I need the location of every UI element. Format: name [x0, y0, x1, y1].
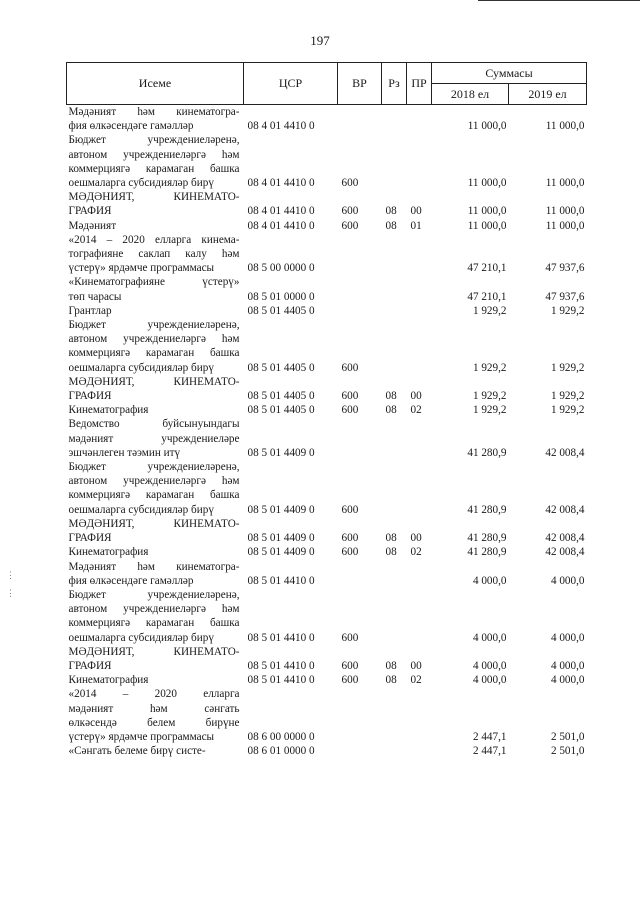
- row-name-line: эшчәнлеген тәэмин итү: [68, 446, 181, 459]
- row-2019: 4 000,0: [550, 631, 585, 644]
- row-vr: 600: [341, 205, 359, 218]
- table-body: [67, 105, 587, 759]
- row-name: [67, 588, 244, 645]
- row-name-line: фия өлкәсендәге гамәлләр: [68, 574, 194, 587]
- row-name: [67, 517, 244, 545]
- row-2019: 42 008,4: [545, 446, 585, 459]
- row-2018: 41 280,9: [467, 532, 507, 545]
- header-rz: Рз: [382, 63, 407, 105]
- row-rz: 08: [385, 219, 397, 232]
- row-vr: 600: [341, 404, 359, 417]
- row-name-line: Мәдәният һәм кинематогра-: [68, 560, 240, 573]
- row-csr: 08 5 01 4409 0: [247, 546, 315, 559]
- table-row: [67, 417, 587, 460]
- row-2018: 1 929,2: [472, 361, 507, 374]
- row-pr: 02: [410, 546, 422, 559]
- row-rz: 08: [385, 390, 397, 403]
- row-pr: [407, 233, 432, 276]
- row-name: [67, 318, 244, 375]
- row-csr: 08 5 01 4405 0: [247, 361, 315, 374]
- row-2019: 11 000,0: [545, 219, 585, 232]
- row-2019: 1 929,2: [550, 390, 585, 403]
- row-rz: 08: [385, 546, 397, 559]
- row-name-line: Ведомство буйсынуындагы: [68, 418, 240, 431]
- row-name-line: автоном учреждениеләргә һәм: [68, 475, 240, 488]
- row-vr: [338, 687, 382, 744]
- row-name-line: ГРАФИЯ: [68, 659, 112, 672]
- row-name-line: оешмаларга субсидияләр бирү: [68, 631, 214, 644]
- table-row: [67, 517, 587, 545]
- row-2019: 1 929,2: [550, 404, 585, 417]
- row-rz: [382, 744, 407, 758]
- row-2019: 11 000,0: [545, 205, 585, 218]
- row-rz: [382, 133, 407, 190]
- row-2019: 42 008,4: [545, 532, 585, 545]
- row-pr: 00: [410, 659, 422, 672]
- row-name-line: Мәдәният: [68, 219, 117, 232]
- row-name: [67, 560, 244, 588]
- header-2019: 2019 ел: [509, 84, 587, 105]
- row-2018: 4 000,0: [472, 674, 507, 687]
- row-name-line: Бюджет учреждениеләренә,: [68, 319, 240, 332]
- row-rz: [382, 304, 407, 318]
- row-name-line: «2014 – 2020 елларга: [68, 688, 240, 701]
- row-rz: 08: [385, 674, 397, 687]
- row-name: [67, 105, 244, 134]
- row-vr: [338, 275, 382, 303]
- row-2019: 11 000,0: [545, 177, 585, 190]
- row-csr: 08 5 01 0000 0: [247, 290, 315, 303]
- row-name: [67, 219, 244, 233]
- row-name-line: МӘДӘНИЯТ, КИНЕМАТО-: [68, 517, 240, 530]
- page-number: 197: [310, 33, 330, 48]
- row-rz: [382, 275, 407, 303]
- row-2019: 2 501,0: [550, 730, 585, 743]
- table-row: [67, 403, 587, 417]
- row-csr: 08 5 01 4409 0: [247, 446, 315, 459]
- row-name: [67, 545, 244, 559]
- row-name-line: ГРАФИЯ: [68, 390, 112, 403]
- row-name: [67, 133, 244, 190]
- table-row: [67, 105, 587, 134]
- row-rz: [382, 105, 407, 134]
- row-pr: [407, 687, 432, 744]
- row-name-line: Бюджет учреждениеләренә,: [68, 588, 240, 601]
- row-vr: 600: [341, 361, 359, 374]
- row-vr: [338, 233, 382, 276]
- row-name-line: Кинематография: [68, 546, 149, 559]
- row-2018: 11 000,0: [467, 219, 507, 232]
- row-name-line: фия өлкәсендәге гамәлләр: [68, 120, 194, 133]
- row-name-line: автоном учреждениеләргә һәм: [68, 148, 240, 161]
- row-2019: 1 929,2: [550, 304, 585, 317]
- row-name: [67, 645, 244, 673]
- table-row: [67, 687, 587, 744]
- table-row: [67, 645, 587, 673]
- row-2019: 4 000,0: [550, 659, 585, 672]
- table-row: [67, 304, 587, 318]
- table-row: [67, 560, 587, 588]
- row-2019: 4 000,0: [550, 674, 585, 687]
- row-pr: 00: [410, 205, 422, 218]
- row-rz: 08: [385, 659, 397, 672]
- row-vr: 600: [341, 631, 359, 644]
- row-2018: 11 000,0: [467, 120, 507, 133]
- row-2018: 1 929,2: [472, 304, 507, 317]
- table-row: [67, 233, 587, 276]
- row-vr: [338, 304, 382, 318]
- header-vr: ВР: [338, 63, 382, 105]
- row-csr: 08 5 01 4405 0: [247, 404, 315, 417]
- row-name: [67, 687, 244, 744]
- row-name: [67, 233, 244, 276]
- row-rz: [382, 687, 407, 744]
- table-row: [67, 375, 587, 403]
- row-vr: 600: [341, 390, 359, 403]
- row-name-line: автоном учреждениеләргә һәм: [68, 333, 240, 346]
- fold-mark: ⋮: [6, 588, 15, 598]
- row-2019: 47 937,6: [545, 262, 585, 275]
- row-name-line: оешмаларга субсидияләр бирү: [68, 177, 214, 190]
- row-pr: 02: [410, 674, 422, 687]
- row-csr: 08 5 01 4410 0: [247, 659, 315, 672]
- row-2019: 4 000,0: [550, 574, 585, 587]
- row-rz: 08: [385, 205, 397, 218]
- row-name-line: Кинематография: [68, 674, 149, 687]
- row-csr: 08 5 01 4410 0: [247, 674, 315, 687]
- row-pr: [407, 744, 432, 758]
- row-name-line: ГРАФИЯ: [68, 205, 112, 218]
- row-pr: [407, 417, 432, 460]
- row-2018: 41 280,9: [467, 446, 507, 459]
- row-name-line: МӘДӘНИЯТ, КИНЕМАТО-: [68, 375, 240, 388]
- row-pr: [407, 275, 432, 303]
- row-name-line: Бюджет учреждениеләренә,: [68, 461, 240, 474]
- row-2018: 11 000,0: [467, 177, 507, 190]
- row-vr: 600: [341, 674, 359, 687]
- row-name-line: «Сәнгать белеме бирү систе-: [68, 745, 206, 758]
- row-rz: [382, 588, 407, 645]
- row-name-line: ГРАФИЯ: [68, 532, 112, 545]
- row-2018: 2 447,1: [472, 745, 507, 758]
- row-pr: 00: [410, 532, 422, 545]
- row-name-line: коммерциягә карамаган башка: [68, 162, 240, 175]
- row-name: [67, 460, 244, 517]
- header-2018: 2018 ел: [432, 84, 509, 105]
- header-csr: ЦСР: [244, 63, 338, 105]
- row-2018: 1 929,2: [472, 390, 507, 403]
- row-csr: 08 5 00 0000 0: [247, 262, 315, 275]
- row-csr: 08 5 01 4410 0: [247, 631, 315, 644]
- table-row: [67, 673, 587, 687]
- row-2018: 41 280,9: [467, 546, 507, 559]
- row-rz: [382, 460, 407, 517]
- row-name-line: автоном учреждениеләргә һәм: [68, 603, 240, 616]
- row-pr: 00: [410, 390, 422, 403]
- row-name: [67, 744, 244, 758]
- row-name: [67, 403, 244, 417]
- row-name-line: Грантлар: [68, 304, 112, 317]
- table-row: [67, 588, 587, 645]
- row-vr: [338, 744, 382, 758]
- table-row: [67, 545, 587, 559]
- row-2019: 42 008,4: [545, 546, 585, 559]
- row-csr: 08 5 01 4405 0: [247, 304, 315, 317]
- budget-table: [66, 62, 587, 758]
- row-vr: 600: [341, 177, 359, 190]
- table-row: [67, 133, 587, 190]
- row-name-line: өлкәсендә белем бирүне: [68, 716, 240, 729]
- row-csr: 08 5 01 4409 0: [247, 503, 315, 516]
- row-2018: 1 929,2: [472, 404, 507, 417]
- row-vr: 600: [341, 219, 359, 232]
- row-name-line: оешмаларга субсидияләр бирү: [68, 361, 214, 374]
- row-vr: [338, 417, 382, 460]
- row-name-line: оешмаларга субсидияләр бирү: [68, 503, 214, 516]
- row-vr: 600: [341, 532, 359, 545]
- row-rz: [382, 318, 407, 375]
- row-name-line: коммерциягә карамаган башка: [68, 347, 240, 360]
- row-name-line: төп чарасы: [68, 290, 122, 303]
- row-name-line: Мәдәният һәм кинематогра-: [68, 106, 240, 118]
- row-pr: 02: [410, 404, 422, 417]
- row-pr: [407, 460, 432, 517]
- table-row: [67, 460, 587, 517]
- row-name-line: коммерциягә карамаган башка: [68, 617, 240, 630]
- header-pr: ПР: [407, 63, 432, 105]
- row-csr: 08 5 01 4409 0: [247, 532, 315, 545]
- row-name-line: үстерү» ярдәмче программасы: [68, 730, 215, 743]
- row-2018: 11 000,0: [467, 205, 507, 218]
- row-name-line: «2014 – 2020 елларга кинема-: [68, 233, 240, 246]
- row-csr: 08 4 01 4410 0: [247, 120, 315, 133]
- header-sums: Суммасы: [432, 63, 587, 84]
- table-row: [67, 744, 587, 758]
- row-name: [67, 190, 244, 218]
- row-2019: 1 929,2: [550, 361, 585, 374]
- row-2019: 47 937,6: [545, 290, 585, 303]
- table-row: [67, 219, 587, 233]
- row-name: [67, 673, 244, 687]
- row-vr: [338, 560, 382, 588]
- row-name-line: МӘДӘНИЯТ, КИНЕМАТО-: [68, 191, 240, 204]
- row-rz: [382, 233, 407, 276]
- row-pr: [407, 133, 432, 190]
- row-name: [67, 417, 244, 460]
- row-2018: 47 210,1: [467, 262, 507, 275]
- row-name: [67, 375, 244, 403]
- row-2018: 41 280,9: [467, 503, 507, 516]
- row-2019: 42 008,4: [545, 503, 585, 516]
- header-name: Исеме: [67, 63, 244, 105]
- table-row: [67, 275, 587, 303]
- row-2018: 4 000,0: [472, 659, 507, 672]
- row-csr: 08 5 01 4410 0: [247, 574, 315, 587]
- row-vr: 600: [341, 659, 359, 672]
- row-pr: 01: [410, 219, 422, 232]
- row-2018: 47 210,1: [467, 290, 507, 303]
- row-name-line: МӘДӘНИЯТ, КИНЕМАТО-: [68, 645, 240, 658]
- row-2018: 2 447,1: [472, 730, 507, 743]
- row-2018: 4 000,0: [472, 631, 507, 644]
- row-name-line: «Кинематографияне үстерү»: [68, 276, 240, 289]
- top-rule: [478, 0, 640, 1]
- row-vr: 600: [341, 546, 359, 559]
- row-pr: [407, 318, 432, 375]
- row-csr: 08 6 01 0000 0: [247, 745, 315, 758]
- row-name: [67, 275, 244, 303]
- row-name-line: үстерү» ярдәмче программасы: [68, 262, 215, 275]
- row-pr: [407, 304, 432, 318]
- row-pr: [407, 105, 432, 134]
- row-csr: 08 4 01 4410 0: [247, 177, 315, 190]
- row-name: [67, 304, 244, 318]
- row-name-line: мәдәният учреждениеләре: [68, 432, 240, 445]
- row-csr: 08 4 01 4410 0: [247, 205, 315, 218]
- row-rz: [382, 417, 407, 460]
- row-pr: [407, 588, 432, 645]
- row-rz: [382, 560, 407, 588]
- row-vr: 600: [341, 503, 359, 516]
- row-csr: 08 4 01 4410 0: [247, 219, 315, 232]
- row-2019: 11 000,0: [545, 120, 585, 133]
- row-vr: [338, 105, 382, 134]
- table-header: [67, 63, 587, 105]
- row-2019: 2 501,0: [550, 745, 585, 758]
- row-name-line: коммерциягә карамаган башка: [68, 489, 240, 502]
- row-name-line: Кинематография: [68, 404, 149, 417]
- row-csr: 08 5 01 4405 0: [247, 390, 315, 403]
- row-pr: [407, 560, 432, 588]
- table-row: [67, 318, 587, 375]
- row-name-line: Бюджет учреждениеләренә,: [68, 134, 240, 147]
- row-name-line: тографияне саклап калу һәм: [68, 248, 240, 261]
- fold-mark: ⋮: [6, 570, 15, 580]
- row-2018: 4 000,0: [472, 574, 507, 587]
- row-rz: 08: [385, 404, 397, 417]
- row-csr: 08 6 00 0000 0: [247, 730, 315, 743]
- row-rz: 08: [385, 532, 397, 545]
- row-name-line: мәдәният һәм сәнгать: [68, 702, 240, 715]
- table-row: [67, 190, 587, 218]
